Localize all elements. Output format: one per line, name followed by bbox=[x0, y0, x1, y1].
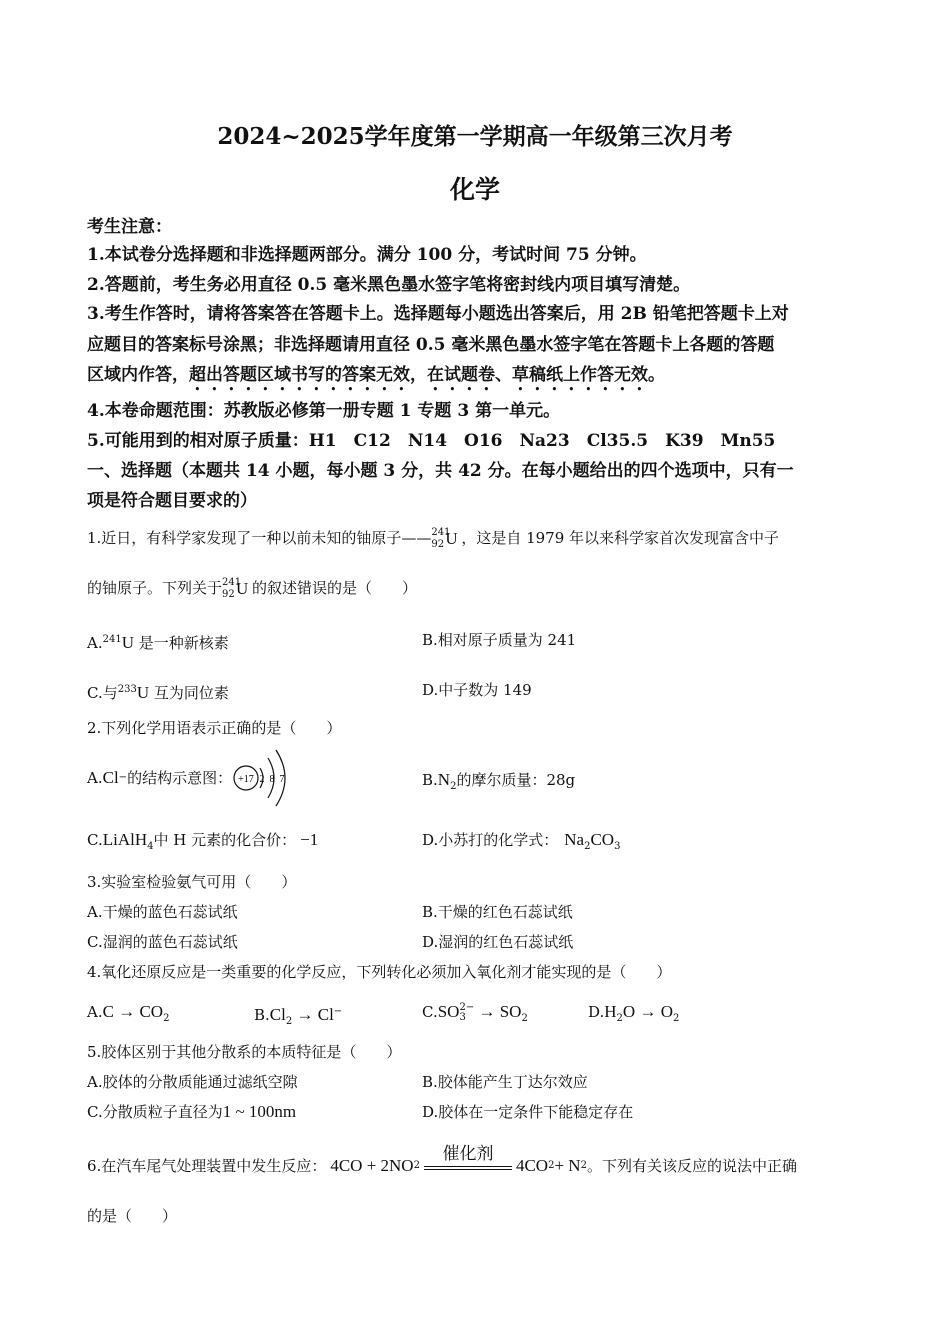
formula: → Cl bbox=[292, 1005, 334, 1024]
formula: SO bbox=[437, 1002, 460, 1021]
formula: O → O bbox=[622, 1002, 673, 1021]
ion-symbol: Cl bbox=[102, 768, 119, 787]
charge-and-subscript bbox=[459, 1003, 474, 1023]
q1-stem-line-1 bbox=[87, 528, 779, 549]
shell-2-electrons: 8 bbox=[269, 774, 275, 785]
size-range: 1 ~ 100nm bbox=[222, 1102, 297, 1121]
q6-text: 。下列有关该反应的说法中正确 bbox=[586, 1157, 797, 1175]
option-label: A. bbox=[87, 634, 103, 652]
q3-option-d: D.湿润的红色石蕊试纸 bbox=[422, 933, 574, 951]
notice-item-1: 1.本试卷分选择题和非选择题两部分。满分 100 分，考试时间 75 分钟。 bbox=[87, 245, 647, 265]
ion-charge: 2− bbox=[459, 1002, 475, 1013]
section-1-heading-line-1: 一、选择题（本题共 14 小题，每小题 3 分，共 42 分。在每小题给出的四个选项中，只有一 bbox=[87, 461, 794, 481]
q2-stem: 2.下列化学用语表示正确的是（ ） bbox=[87, 719, 342, 737]
notice-item-3-line-1: 3.考生作答时，请将答案答在答题卡上。选择题每小题选出答案后，用 2B 铅笔把答题卡上对 bbox=[87, 304, 789, 324]
q1-option-b: B.相对原子质量为 241 bbox=[422, 631, 577, 649]
q5-option-c bbox=[87, 1102, 296, 1122]
q6-text: 6.在汽车尾气处理装置中发生反应： bbox=[87, 1157, 327, 1175]
q6-stem-line-2: 的是（ ） bbox=[87, 1207, 178, 1225]
notice-item-4: 4.本卷命题范围：苏教版必修第一册专题 1 专题 3 第一单元。 bbox=[87, 401, 561, 421]
subscript: 2 bbox=[521, 1013, 528, 1024]
q1-text: 的叙述错误的是（ ） bbox=[252, 579, 418, 597]
atomic-number: 92 bbox=[222, 589, 235, 600]
products: + N bbox=[554, 1156, 581, 1175]
ion-charge: − bbox=[118, 772, 128, 783]
q1-option-a bbox=[87, 630, 229, 653]
option-label: C. bbox=[87, 831, 103, 849]
q1-text: 的铀原子。下列关于 bbox=[87, 579, 223, 597]
formula: LiAlH bbox=[102, 830, 148, 849]
q2-option-b bbox=[422, 770, 575, 797]
q3-option-c: C.湿润的蓝色石蕊试纸 bbox=[87, 933, 238, 951]
option-text: 互为同位素 bbox=[153, 684, 229, 702]
equals-line bbox=[424, 1166, 512, 1170]
option-label: B. bbox=[422, 771, 438, 789]
subscript: 2 bbox=[584, 841, 591, 852]
q4-option-a bbox=[87, 1002, 169, 1029]
q3-stem: 3.实验室检验氨气可用（ ） bbox=[87, 873, 297, 891]
element-symbol: U bbox=[136, 683, 150, 702]
option-label: B. bbox=[254, 1006, 270, 1024]
option-text: D.小苏打的化学式： bbox=[422, 831, 559, 849]
subscript: 2 bbox=[672, 1013, 680, 1024]
subscript: 4 bbox=[147, 841, 154, 852]
subscript: 3 bbox=[614, 841, 621, 852]
notice-item-3-line-2: 应题目的答案标号涂黑；非选择题请用直径 0.5 毫米黑色墨水签字笔在答题卡上各题的答题 bbox=[87, 335, 775, 355]
q1-option-d: D.中子数为 149 bbox=[422, 681, 532, 699]
formula: Na bbox=[564, 830, 585, 849]
option-label: C. bbox=[422, 1003, 438, 1021]
mass-number: 241 bbox=[102, 634, 122, 645]
option-label: C.与 bbox=[87, 684, 118, 702]
exam-title: 2024~2025学年度第一学期高一年级第三次月考 bbox=[217, 123, 733, 150]
atomic-number: 92 bbox=[431, 539, 445, 550]
subscript: 2 bbox=[580, 1160, 587, 1171]
option-text: 的摩尔质量：28g bbox=[456, 771, 576, 789]
formula: → SO bbox=[474, 1002, 522, 1021]
q5-option-a: A.胶体的分散质能通过滤纸空隙 bbox=[87, 1073, 298, 1091]
subscript: 2 bbox=[450, 781, 457, 792]
catalyst-label: 催化剂 bbox=[442, 1144, 494, 1164]
section-1-heading-line-2: 项是符合题目要求的） bbox=[87, 491, 257, 511]
q2-option-d bbox=[422, 830, 620, 857]
subscript: 2 bbox=[413, 1160, 420, 1171]
nuclide-symbol bbox=[222, 577, 249, 600]
reactants: 4CO + 2NO bbox=[330, 1156, 414, 1175]
element-symbol: U bbox=[445, 529, 458, 548]
option-text: 的结构示意图： bbox=[127, 769, 233, 787]
q6-stem-line-1 bbox=[87, 1136, 797, 1176]
q5-option-d: D.胶体在一定条件下能稳定存在 bbox=[422, 1103, 634, 1121]
nuclide-symbol bbox=[431, 527, 458, 550]
mass-number: 241 bbox=[222, 577, 242, 588]
notice-item-5: 5.可能用到的相对原子质量：H1 C12 N14 O16 Na23 Cl35.5 K39 Mn55 bbox=[87, 431, 776, 451]
mass-number: 233 bbox=[117, 684, 137, 695]
q1-option-c bbox=[87, 680, 229, 703]
formula: H bbox=[604, 1002, 617, 1021]
subscript: 2 bbox=[163, 1013, 170, 1024]
ion-charge: − bbox=[333, 1006, 343, 1017]
shell-3-electrons: 7 bbox=[279, 774, 285, 785]
formula: Cl bbox=[269, 1005, 286, 1024]
element-symbol: U bbox=[121, 633, 134, 652]
subject-title: 化学 bbox=[449, 175, 500, 204]
q4-stem: 4.氧化还原反应是一类重要的化学反应，下列转化必须加入氧化剂才能实现的是（ ） bbox=[87, 963, 672, 981]
shell-1-electrons: 2 bbox=[259, 774, 265, 785]
subscript: 2 bbox=[285, 1016, 293, 1027]
valence-value: −1 bbox=[300, 830, 319, 849]
notice-heading: 考生注意： bbox=[87, 217, 172, 237]
formula: C → CO bbox=[102, 1002, 164, 1021]
q3-option-b: B.干燥的红色石蕊试纸 bbox=[422, 903, 573, 921]
subscript: 3 bbox=[459, 1012, 466, 1023]
atomic-structure-diagram bbox=[232, 746, 296, 810]
notice-item-2: 2.答题前，考生务必用直径 0.5 毫米黑色墨水签字笔将密封线内项目填写清楚。 bbox=[87, 275, 691, 295]
subscript: 2 bbox=[616, 1013, 623, 1024]
catalyst-arrow bbox=[424, 1144, 512, 1170]
q1-stem-line-2 bbox=[87, 578, 417, 599]
option-label: A. bbox=[87, 769, 103, 787]
q4-option-b bbox=[254, 1002, 342, 1032]
q3-option-a: A.干燥的蓝色石蕊试纸 bbox=[87, 903, 238, 921]
option-text: 是一种新核素 bbox=[138, 634, 229, 652]
q2-option-c bbox=[87, 830, 318, 857]
formula: CO bbox=[590, 830, 615, 849]
q4-option-d bbox=[588, 1002, 679, 1029]
notice-text: 区域内作答， bbox=[87, 365, 189, 385]
option-text: C.分散质粒子直径为 bbox=[87, 1103, 223, 1121]
products: 4CO bbox=[515, 1156, 549, 1175]
q1-text: 1.近日，有科学家发现了一种以前未知的铀原子—— bbox=[87, 529, 432, 547]
q1-text: ，这是自 1979 年以来科学家首次发现富含中子 bbox=[461, 529, 780, 547]
q2-option-a bbox=[87, 746, 296, 810]
q4-option-c bbox=[422, 1002, 528, 1029]
q5-option-b: B.胶体能产生丁达尔效应 bbox=[422, 1073, 588, 1091]
q5-stem: 5.胶体区别于其他分散系的本质特征是（ ） bbox=[87, 1043, 402, 1061]
option-label: A. bbox=[87, 1003, 103, 1021]
nucleus-charge: +17 bbox=[238, 774, 254, 785]
option-label: D. bbox=[588, 1003, 605, 1021]
option-text: 中 H 元素的化合价： bbox=[153, 831, 297, 849]
formula: N bbox=[437, 770, 451, 789]
emphasized-warning: 超出答题区域书写的答案无效，在试题卷、草稿纸上作答无效 bbox=[189, 365, 648, 385]
element-symbol: U bbox=[236, 579, 249, 598]
notice-item-3-line-3 bbox=[87, 364, 665, 395]
mass-number: 241 bbox=[431, 527, 451, 538]
notice-period: 。 bbox=[648, 365, 665, 385]
subscript: 2 bbox=[548, 1160, 555, 1171]
